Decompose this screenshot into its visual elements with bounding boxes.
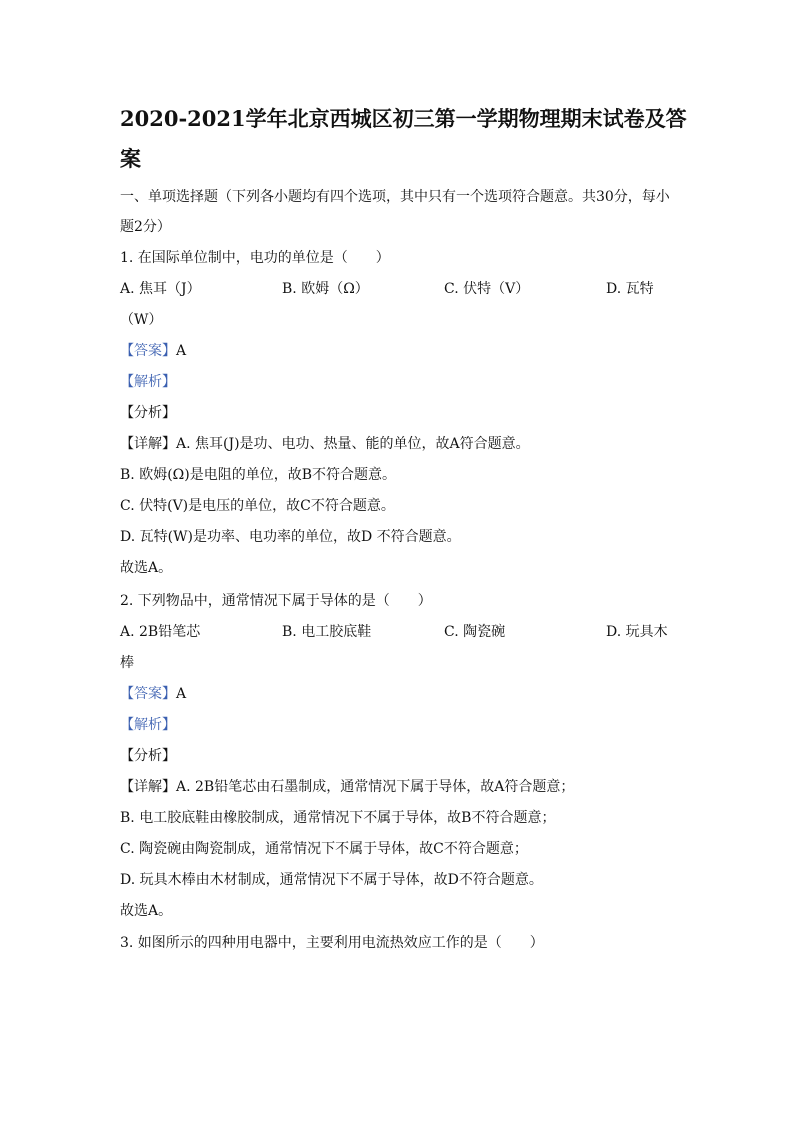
question-2-fenxi: 【分析】 xyxy=(120,748,176,764)
document-title-line-1: 2020-2021学年北京西城区初三第一学期物理期末试卷及答 xyxy=(120,106,687,131)
question-1-option-a: A. 焦耳（J） xyxy=(120,281,201,297)
question-1-option-d: D. 瓦特 xyxy=(606,281,654,297)
question-2-analysis-tag: 【解析】 xyxy=(120,717,176,733)
question-2-detail-c: C. 陶瓷碗由陶瓷制成，通常情况下不属于导体，故C不符合题意； xyxy=(120,841,528,857)
question-1-conclusion: 故选A。 xyxy=(120,560,173,576)
question-1-stem: 1. 在国际单位制中，电功的单位是（ ） xyxy=(120,250,390,266)
question-2-detail-d: D. 玩具木棒由木材制成，通常情况下不属于导体，故D不符合题意。 xyxy=(120,872,543,888)
question-1-detail-b: B. 欧姆(Ω)是电阻的单位，故B不符合题意。 xyxy=(120,467,397,483)
answer-tag: 【答案】 xyxy=(120,686,176,702)
detail-text: A. 焦耳(J)是功、电功、热量、能的单位，故A符合题意。 xyxy=(176,436,530,452)
question-3-stem: 3. 如图所示的四种用电器中，主要利用电流热效应工作的是（ ） xyxy=(120,935,544,951)
question-2-stem: 2. 下列物品中，通常情况下属于导体的是（ ） xyxy=(120,593,432,609)
question-1-answer xyxy=(120,341,186,361)
question-1-option-d-wrap: （W） xyxy=(120,312,163,328)
question-2-conclusion: 故选A。 xyxy=(120,903,173,919)
answer-value: A xyxy=(176,343,187,359)
question-1-option-c: C. 伏特（V） xyxy=(444,281,530,297)
question-2-answer xyxy=(120,684,186,704)
question-1-detail-a xyxy=(120,434,530,454)
question-1-option-b: B. 欧姆（Ω） xyxy=(282,281,369,297)
question-2-detail-a xyxy=(120,777,574,797)
answer-value: A xyxy=(176,686,187,702)
question-1-fenxi: 【分析】 xyxy=(120,405,176,421)
question-2-option-c: C. 陶瓷碗 xyxy=(444,624,506,640)
question-2-option-a: A. 2B铅笔芯 xyxy=(120,624,201,640)
question-2-option-b: B. 电工胶底鞋 xyxy=(282,624,372,640)
section-heading-line-1: 一、单项选择题（下列各小题均有四个选项，其中只有一个选项符合题意。共30分，每小 xyxy=(120,189,670,205)
section-heading-line-2: 题2分） xyxy=(120,219,171,235)
detail-text: A. 2B铅笔芯由石墨制成，通常情况下属于导体，故A符合题意； xyxy=(176,779,575,795)
question-1-detail-c: C. 伏特(V)是电压的单位，故C不符合题意。 xyxy=(120,498,395,514)
question-2-option-d: D. 玩具木 xyxy=(606,624,668,640)
detail-tag: 【详解】 xyxy=(120,436,176,452)
question-1-detail-d: D. 瓦特(W)是功率、电功率的单位，故D 不符合题意。 xyxy=(120,529,461,545)
question-1-analysis-tag: 【解析】 xyxy=(120,374,176,390)
document-title-line-2: 案 xyxy=(120,146,141,171)
question-2-detail-b: B. 电工胶底鞋由橡胶制成，通常情况下不属于导体，故B不符合题意； xyxy=(120,810,556,826)
answer-tag: 【答案】 xyxy=(120,343,176,359)
detail-tag: 【详解】 xyxy=(120,779,176,795)
question-2-option-d-wrap: 棒 xyxy=(120,655,134,671)
